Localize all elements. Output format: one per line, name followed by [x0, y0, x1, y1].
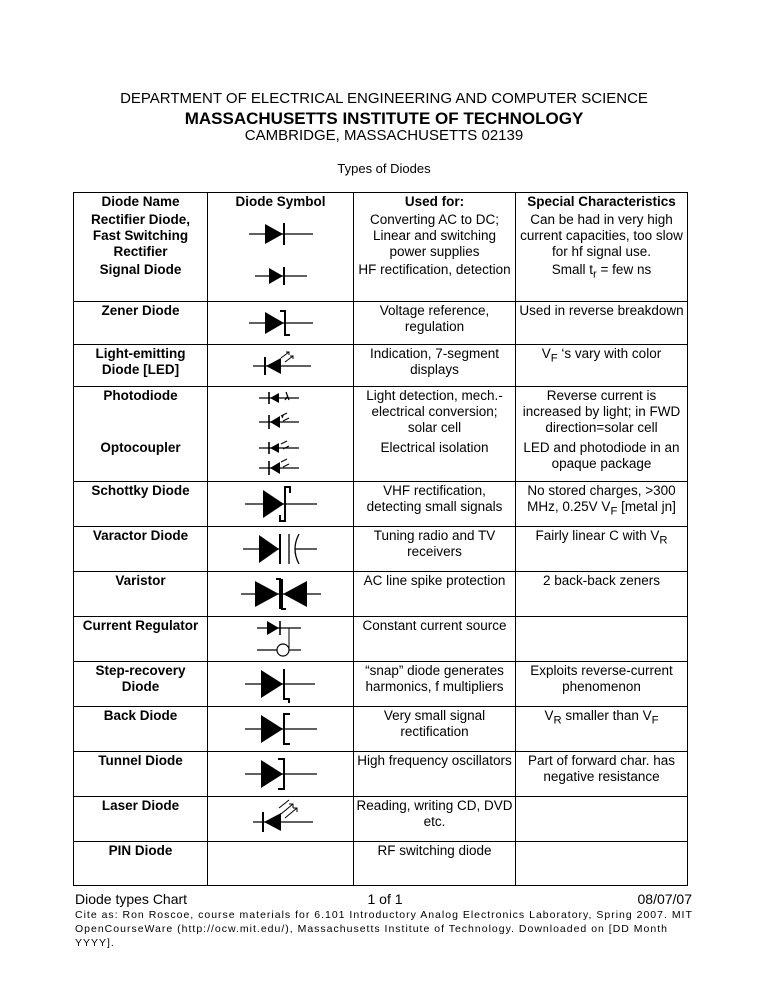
table-row	[74, 571, 688, 616]
pin-diode-symbol-cell	[208, 841, 354, 885]
used-for: Converting AC to DC; Linear and switching power supplies	[354, 211, 516, 261]
used-for: HF rectification, detection	[354, 261, 516, 301]
used-for: Electrical isolation	[354, 439, 516, 482]
special-text: No stored charges, >300 MHz, 0.25V V	[527, 482, 676, 514]
diode-name: Varactor Diode	[74, 526, 208, 571]
table-row	[74, 841, 688, 885]
special-characteristics	[516, 261, 688, 301]
table-row	[74, 344, 688, 386]
table-row	[74, 526, 688, 571]
special-text: [metal jn]	[617, 498, 676, 514]
special-text: Fairly linear C with V	[535, 527, 660, 543]
used-for: High frequency oscillators	[354, 751, 516, 796]
special-characteristics: Used in reverse breakdown	[516, 301, 688, 344]
used-for: Light detection, mech.-electrical conversion; solar cell	[354, 386, 516, 439]
used-for: Constant current source	[354, 616, 516, 661]
table-row	[74, 439, 688, 482]
special-text: V	[544, 707, 554, 723]
diode-name: Back Diode	[74, 706, 208, 751]
table-row	[74, 751, 688, 796]
table-header-row	[74, 193, 688, 212]
diode-name: Zener Diode	[74, 301, 208, 344]
table-row	[74, 796, 688, 841]
special-text: Small t	[551, 262, 594, 277]
special-characteristics: Exploits reverse-current phenomenon	[516, 661, 688, 706]
special-text: = few ns	[596, 262, 652, 277]
used-for: Very small signal rectification	[354, 706, 516, 751]
special-characteristics: LED and photodiode in an opaque package	[516, 439, 688, 482]
used-for: “snap” diode generates harmonics, f multipliers	[354, 661, 516, 706]
column-header-name: Diode Name	[74, 193, 208, 212]
photodiode-symbol	[208, 386, 354, 439]
column-header-used-for: Used for:	[354, 193, 516, 212]
column-header-special: Special Characteristics	[516, 193, 688, 212]
used-for: RF switching diode	[354, 841, 516, 885]
used-for: Tuning radio and TV receivers	[354, 526, 516, 571]
used-for: VHF rectification, detecting small signals	[354, 481, 516, 526]
signal-diode-symbol	[208, 261, 354, 301]
special-subscript: r	[593, 268, 597, 281]
diode-name: Rectifier Diode, Fast Switching Rectifier	[74, 211, 208, 261]
zener-diode-symbol	[208, 301, 354, 344]
special-characteristics: Reverse current is increased by light; in FWD direction=solar cell	[516, 386, 688, 439]
special-characteristics: 2 back-back zeners	[516, 571, 688, 616]
diode-name: Laser Diode	[74, 796, 208, 841]
special-subscript: R	[553, 714, 562, 727]
laser-diode-symbol	[208, 796, 354, 841]
special-characteristics	[516, 796, 688, 841]
department-heading: DEPARTMENT OF ELECTRICAL ENGINEERING AND COMPUTER SCIENCE	[120, 90, 648, 107]
special-characteristics	[516, 526, 688, 571]
table-row	[74, 386, 688, 439]
varistor-symbol	[208, 571, 354, 616]
special-text: ‘s vary with color	[557, 345, 662, 361]
special-subscript: F	[651, 714, 659, 727]
schottky-diode-symbol	[208, 481, 354, 526]
special-text: V	[541, 345, 551, 361]
special-characteristics	[516, 841, 688, 885]
diode-name: Signal Diode	[74, 261, 208, 301]
diode-name: Schottky Diode	[74, 481, 208, 526]
diode-name: Varistor	[74, 571, 208, 616]
footer-page-number: 1 of 1	[367, 891, 403, 907]
document-title: Types of Diodes	[337, 161, 431, 176]
table-row	[74, 661, 688, 706]
diode-name: PIN Diode	[74, 841, 208, 885]
footer-chart-name: Diode types Chart	[75, 891, 188, 907]
footer-date: 08/07/07	[637, 891, 692, 907]
led-symbol	[208, 344, 354, 386]
diode-name: Tunnel Diode	[74, 751, 208, 796]
special-characteristics	[516, 706, 688, 751]
used-for: Indication, 7-segment displays	[354, 344, 516, 386]
back-diode-symbol	[208, 706, 354, 751]
diode-name: Current Regulator	[74, 616, 208, 661]
step-recovery-diode-symbol	[208, 661, 354, 706]
diode-name: Step-recovery Diode	[74, 661, 208, 706]
current-regulator-symbol	[208, 616, 354, 661]
special-text: smaller than V	[561, 707, 652, 723]
special-characteristics	[516, 344, 688, 386]
column-header-symbol: Diode Symbol	[208, 193, 354, 212]
diode-types-table	[73, 192, 688, 886]
used-for: AC line spike protection	[354, 571, 516, 616]
special-characteristics: Can be had in very high current capacities, too slow for hf signal use.	[516, 211, 688, 261]
table-row	[74, 706, 688, 751]
optocoupler-symbol	[208, 439, 354, 482]
location-heading: CAMBRIDGE, MASSACHUSETTS 02139	[244, 127, 524, 144]
special-subscript: R	[659, 534, 668, 547]
table-row	[74, 481, 688, 526]
table-row	[74, 616, 688, 661]
special-characteristics: Part of forward char. has negative resistance	[516, 751, 688, 796]
tunnel-diode-symbol	[208, 751, 354, 796]
special-characteristics	[516, 616, 688, 661]
institute-heading: MASSACHUSETTS INSTITUTE OF TECHNOLOGY	[184, 109, 584, 128]
diode-name: Photodiode	[74, 386, 208, 439]
special-characteristics	[516, 481, 688, 526]
diode-name: Light-emitting Diode [LED]	[74, 344, 208, 386]
citation-text: Cite as: Ron Roscoe, course materials for 6.101 Introductory Analog Electronics Laboratory, Spring 2007. MIT OpenCourseWare (http://ocw.mit.edu/), Massachusetts Institute of Technology. Downloaded on [DD Month YYYY].	[75, 909, 693, 949]
used-for: Reading, writing CD, DVD etc.	[354, 796, 516, 841]
diode-name: Optocoupler	[74, 439, 208, 482]
rectifier-diode-symbol	[208, 211, 354, 261]
varactor-diode-symbol	[208, 526, 354, 571]
special-subscript: F	[550, 352, 558, 365]
table-row	[74, 261, 688, 301]
special-subscript: F	[610, 505, 618, 518]
table-row	[74, 211, 688, 261]
used-for: Voltage reference, regulation	[354, 301, 516, 344]
table-row	[74, 301, 688, 344]
